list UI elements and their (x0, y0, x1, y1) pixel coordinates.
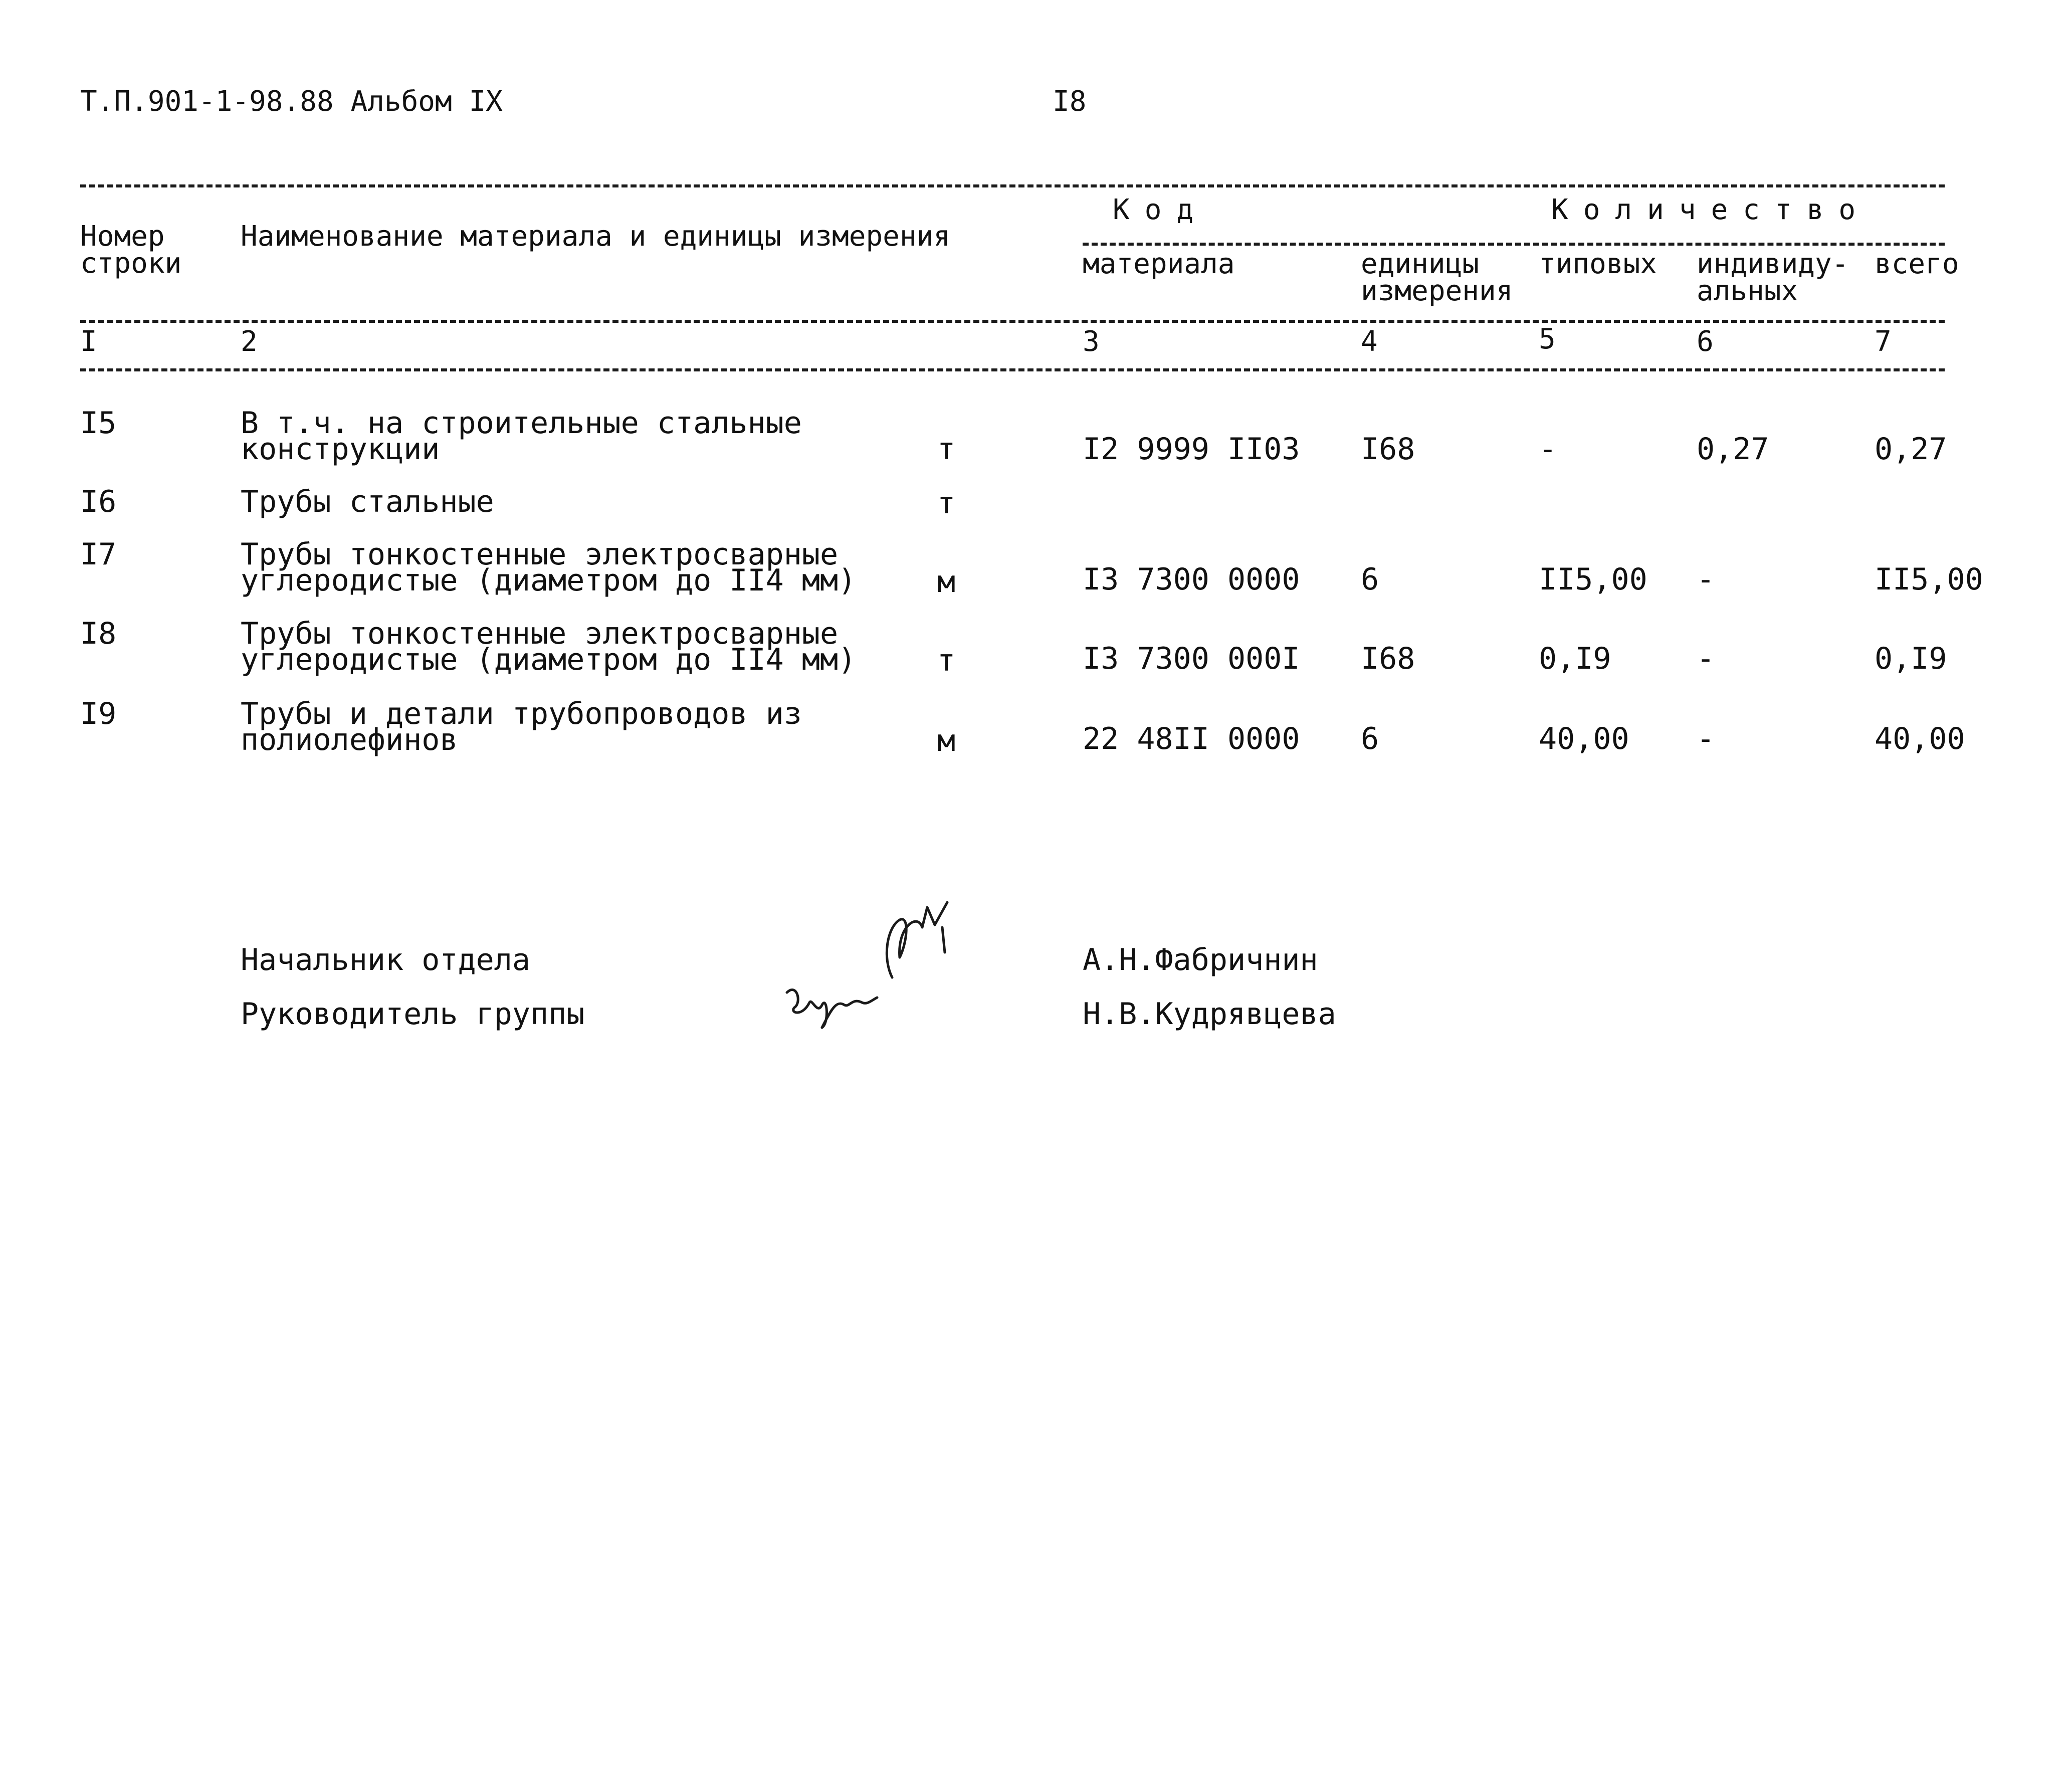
column-numbers-rule (80, 368, 1945, 371)
qty-typical: 40,00 (1539, 721, 1629, 756)
handwritten-signature-group-lead (782, 977, 882, 1033)
material-name: Трубы и детали трубопроводов из полиолефинов (241, 696, 802, 757)
group-header-rule (1083, 243, 1945, 246)
column-number-5: 5 (1539, 323, 1556, 355)
row-number: I8 (80, 616, 117, 651)
header-code-group: Код (1113, 193, 1209, 226)
header-unit-code: единицы измерения (1361, 248, 1513, 307)
signature-name-head: А.Н.Фабричнин (1083, 942, 1318, 977)
header-row-number: Номер строки (80, 220, 182, 280)
header-code-material: материала (1083, 248, 1235, 280)
qty-individual: - (1697, 562, 1715, 597)
material-name: Трубы тонкостенные электросварные углеродистые (диаметром до II4 мм) (241, 537, 857, 598)
header-qty-individual: индивиду- альных (1697, 248, 1849, 307)
material-code: I3 7300 000I (1083, 641, 1300, 676)
row-number: I9 (80, 696, 117, 731)
handwritten-signature-head (872, 897, 957, 998)
signature-name-group-lead: Н.В.Кудрявцева (1083, 997, 1336, 1032)
column-number-3: 3 (1083, 325, 1100, 358)
row-number: I5 (80, 406, 117, 441)
unit-code: 6 (1361, 562, 1379, 597)
unit-code: I68 (1361, 432, 1415, 467)
qty-total: 0,27 (1875, 432, 1947, 467)
qty-individual: 0,27 (1697, 432, 1769, 467)
material-name: В т.ч. на строительные стальные конструкции (241, 406, 802, 467)
unit: м (937, 723, 956, 758)
qty-typical: - (1539, 432, 1557, 467)
header-qty-total: всего (1875, 248, 1959, 280)
header-bottom-rule (80, 320, 1945, 323)
row-number: I6 (80, 484, 117, 519)
material-name: Трубы стальные (241, 484, 494, 519)
unit: м (937, 564, 956, 600)
column-number-7: 7 (1875, 325, 1892, 358)
table-top-rule (80, 184, 1945, 187)
material-name: Трубы тонкостенные электросварные углеродистые (диаметром до II4 мм) (241, 616, 857, 677)
page-number: I8 (1053, 85, 1087, 118)
signature-role-group-lead: Руководитель группы (241, 997, 585, 1032)
column-number-1: I (80, 325, 97, 358)
qty-individual: - (1697, 721, 1715, 756)
qty-total: II5,00 (1875, 562, 1983, 597)
unit-code: I68 (1361, 641, 1415, 676)
document-reference: Т.П.901-1-98.88 Альбом IX (80, 85, 503, 118)
qty-typical: 0,I9 (1539, 641, 1611, 676)
unit: т (937, 643, 956, 678)
unit: т (937, 432, 956, 467)
material-code: I2 9999 II03 (1083, 432, 1300, 467)
column-number-2: 2 (241, 325, 258, 358)
row-number: I7 (80, 537, 117, 572)
signature-role-head: Начальник отдела (241, 942, 530, 977)
header-quantity-group: Количество (1551, 193, 1871, 226)
material-code: 22 48II 0000 (1083, 721, 1300, 756)
column-number-6: 6 (1697, 325, 1714, 358)
header-material-name: Наименование материала и единицы измерения (241, 220, 951, 253)
header-qty-typical: типовых (1539, 248, 1657, 280)
material-code: I3 7300 0000 (1083, 562, 1300, 597)
qty-individual: - (1697, 641, 1715, 676)
unit: т (937, 486, 956, 521)
qty-typical: II5,00 (1539, 562, 1647, 597)
qty-total: 40,00 (1875, 721, 1965, 756)
column-number-4: 4 (1361, 325, 1378, 358)
qty-total: 0,I9 (1875, 641, 1947, 676)
unit-code: 6 (1361, 721, 1379, 756)
